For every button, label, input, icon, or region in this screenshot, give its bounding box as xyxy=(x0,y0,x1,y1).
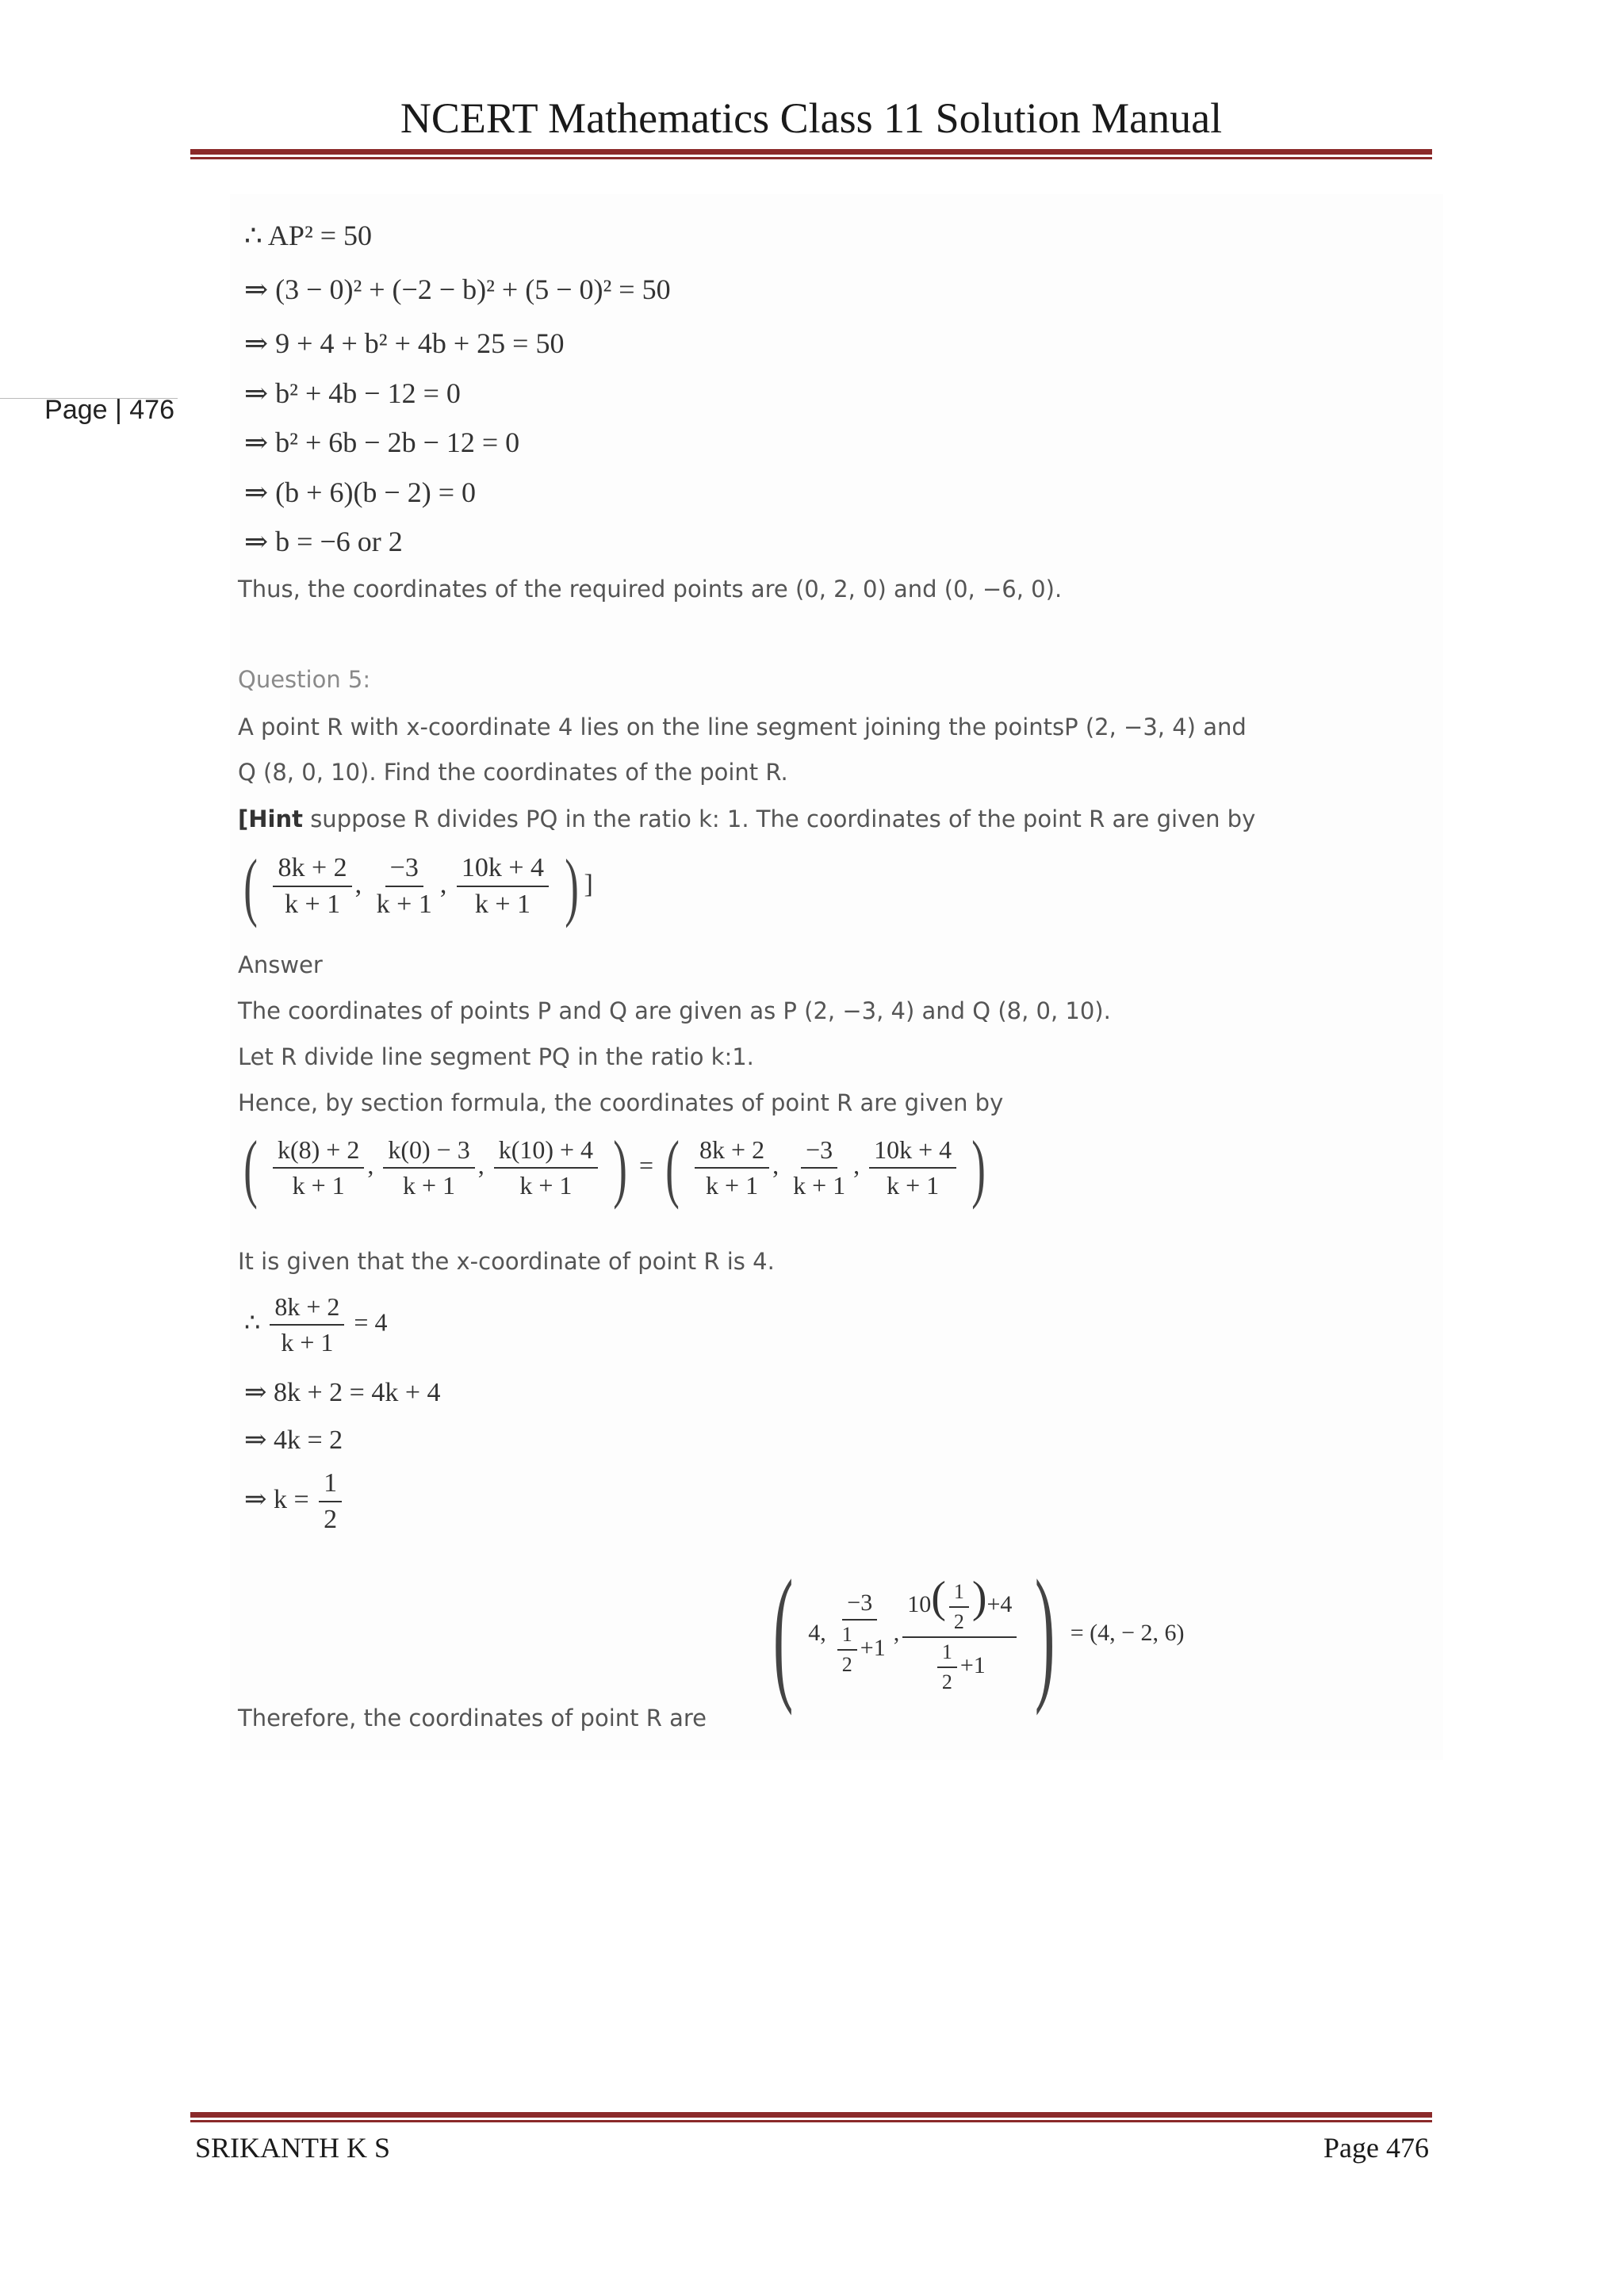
sf-fraction-z: $\frac{k(10) + 4}{k + 1}$ xyxy=(494,1135,598,1200)
footer-page-number: Page 476 xyxy=(1323,2132,1429,2164)
derivation-line-7: ⇒ b = −6 or 2 xyxy=(244,526,403,557)
hint-fraction-y: $\frac{-3}{k + 1}$ xyxy=(376,853,432,919)
therefore-statement: Therefore, the coordinates of point R are xyxy=(238,1705,707,1732)
result-fraction-y: −3 $\frac{1}{2}$ +1 xyxy=(829,1590,891,1677)
eq4-fraction: $\frac{1}{2}$ xyxy=(319,1468,342,1535)
hint-text: suppose R divides PQ in the ratio k: 1. The coordinates of the point R are given by xyxy=(302,806,1256,832)
footer-rule xyxy=(190,2112,1432,2122)
eq1-fraction: $\frac{8k + 2}{k + 1}$ xyxy=(270,1292,344,1357)
given-statement: It is given that the x-coordinate of point R is 4. xyxy=(238,1248,775,1275)
hint-label: [Hint xyxy=(238,806,303,832)
answer-line-1: The coordinates of points P and Q are given as P (2, −3, 4) and Q (8, 0, 10). xyxy=(238,997,1111,1024)
question-line-1: A point R with x-coordinate 4 lies on the line segment joining the pointsP (2, −3, 4) and xyxy=(238,714,1247,740)
derivation-line-5: ⇒ b² + 6b − 2b − 12 = 0 xyxy=(244,427,520,458)
equation-2: ⇒ 8k + 2 = 4k + 4 xyxy=(244,1378,441,1407)
section-formula: ( $\frac{k(8) + 2}{k + 1}$ , $\frac{k(0) - 3}{k + 1}$ , $\frac{k(10) + 4}{k + 1}$ ) = ( $\frac{8k + 2}{k + 1}$ , $\frac{-3}{k + 1}$ , $\frac{10k + 4}{k + 1}$ ) xyxy=(243,1125,986,1210)
part-a-conclusion: Thus, the coordinates of the required points are (0, 2, 0) and (0, −6, 0). xyxy=(238,576,1063,603)
answer-line-2: Let R divide line segment PQ in the ratio k:1. xyxy=(238,1043,754,1070)
question-line-2: Q (8, 0, 10). Find the coordinates of the point R. xyxy=(238,759,788,786)
sf-equals: = xyxy=(639,1150,654,1180)
sf-simplified-y: $\frac{-3}{k + 1}$ xyxy=(793,1135,846,1200)
hint-formula: ( $\frac{8k + 2}{k + 1}$ , $\frac{-3}{k + 1}$ , $\frac{10k + 4}{k + 1}$ ) ] xyxy=(243,844,593,928)
result-expression: ( 4, −3 $\frac{1}{2}$ +1 , 10( $\frac{1}{2}$ )+4 $\frac{1}{2}$ +1 ) = (4, − 2, 6) xyxy=(772,1550,1185,1716)
hint-fraction-z: $\frac{10k + 4}{k + 1}$ xyxy=(457,853,549,920)
question-heading: Question 5: xyxy=(238,666,371,693)
sf-simplified-x: $\frac{8k + 2}{k + 1}$ xyxy=(695,1135,769,1200)
sf-fraction-x: $\frac{k(8) + 2}{k + 1}$ xyxy=(273,1135,364,1200)
result-value: = (4, − 2, 6) xyxy=(1070,1620,1185,1646)
sf-simplified-z: $\frac{10k + 4}{k + 1}$ xyxy=(869,1135,956,1200)
question-hint xyxy=(238,806,1255,832)
answer-line-3: Hence, by section formula, the coordinates of point R are given by xyxy=(238,1089,1004,1116)
result-fraction-z: 10( $\frac{1}{2}$ )+4 $\frac{1}{2}$ +1 xyxy=(902,1572,1017,1693)
footer-author: SRIKANTH K S xyxy=(195,2132,391,2164)
hint-fraction-x: $\frac{8k + 2}{k + 1}$ xyxy=(273,853,351,920)
derivation-line-4: ⇒ b² + 4b − 12 = 0 xyxy=(244,377,461,409)
page-header-title: NCERT Mathematics Class 11 Solution Manual xyxy=(400,94,1223,142)
derivation-line-2: ⇒ (3 − 0)² + (−2 − b)² + (5 − 0)² = 50 xyxy=(244,274,671,305)
equation-3: ⇒ 4k = 2 xyxy=(244,1425,343,1455)
derivation-line-3: ⇒ 9 + 4 + b² + 4b + 25 = 50 xyxy=(244,327,565,359)
result-x: 4, xyxy=(808,1620,826,1646)
equation-1: ∴ $\frac{8k + 2}{k + 1}$ = 4 xyxy=(244,1292,388,1357)
derivation-line-1: ∴ AP² = 50 xyxy=(244,220,373,251)
margin-page-label: Page | 476 xyxy=(44,395,174,425)
derivation-line-6: ⇒ (b + 6)(b − 2) = 0 xyxy=(244,476,477,508)
hint-close-bracket: ] xyxy=(584,869,593,899)
header-rule xyxy=(190,149,1432,159)
answer-heading: Answer xyxy=(238,951,323,978)
sf-fraction-y: $\frac{k(0) - 3}{k + 1}$ xyxy=(383,1135,474,1200)
equation-4: ⇒ k = $\frac{1}{2}$ xyxy=(244,1468,345,1535)
